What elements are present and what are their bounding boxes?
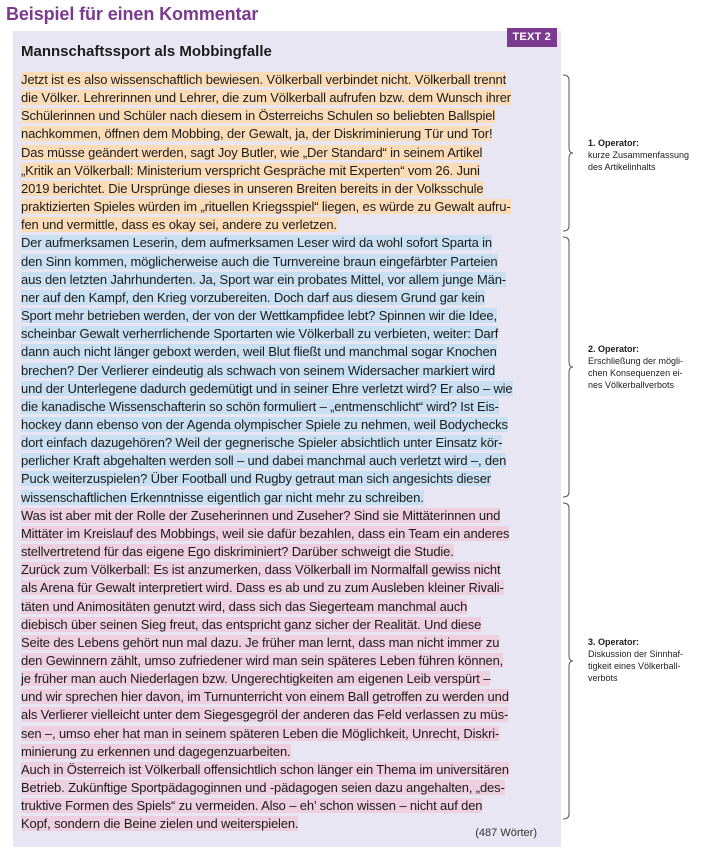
bracket-operator-2 [561,236,575,498]
bracket-operator-3 [561,502,575,820]
operator-3-title: 3. Operator: [588,637,640,647]
article-panel [13,31,561,847]
operator-2-desc: Erschließung der mögli- chen Konsequenzen ei- nes Völkerballverbots [588,356,684,390]
article-title: Mannschaftssport als Mobbingfalle [21,43,272,60]
paragraph-discussion-1: Was ist aber mit der Rolle der Zuseherinnen und Zuseher? Sind sie Mittäterinnen und Mittäter im Kreislauf des Mobbings, weil sie dafür bezahlen, dass ein Team ein anderes stellvertretend für das eigene Ego diskriminiert? Darüber schweigt die Studie. [21,507,510,560]
bracket-operator-1 [561,74,575,232]
operator-note-1 [588,137,700,173]
text-badge: TEXT 2 [507,28,558,47]
paragraph-summary: Jetzt ist es also wissenschaftlich bewiesen. Völkerball verbindet nicht. Völkerball trennt die Völker. Lehrerinnen und Lehrer, die zum Völkerball aufrufen bzw. dem Wunsch ihrer Schülerinnen und Schüler nach diesem in Österreichs Schulen so beliebten Ballspiel nachkommen, öffnen dem Mobbing, der Gewalt, ja, der Diskriminierung Tür und Tor! Das müsse geändert werden, sagt Joy Butler, wie „Der Standard“ in seinem Artikel „Kritik an Völkerball: Ministerium verspricht Gespräche mit Experten“ vom 26. Juni 2019 berichtet. Die Ursprünge dieses in unseren Breiten bereits in der Volksschule praktizierten Spieles würden im „rituellen Kriegsspiel“ liegen, es würde zu Gewalt aufru- fen und vermittle, dass es okay sei, andere zu verletzen. [21,72,511,233]
operator-note-3 [588,636,700,684]
page-heading: Beispiel für einen Kommentar [6,4,259,24]
operator-1-title: 1. Operator: [588,138,640,148]
operator-3-desc: Diskussion der Sinnhaf- tigkeit eines Völkerball- verbots [588,649,684,683]
operator-note-2 [588,343,700,391]
paragraph-consequences: Der aufmerksamen Leserin, dem aufmerksamen Leser wird da wohl sofort Sparta in den Sinn kommen, möglicherweise auch die Turnvereine braun eingefärbter Parteien aus den letzten Jahrhunderten. Ja, Sport war ein probates Mittel, vor allem junge Män- ner auf den Kampf, den Krieg vorzubereiten. Doch darf aus diesem Grund gar kein Sport mehr betrieben werden, der von der Wettkampfidee lebt? Spinnen wir die Idee, scheinbar Gewalt verherrlichende Sportarten wie Völkerball zu verbieten, weiter: Darf dann auch nicht länger geboxt werden, weil Blut fließt und manchmal sogar Knochen brechen? Der Verlierer eindeutig als schwach von seinem Widersacher markiert wird und der Unterlegene dadurch gedemütigt und in seiner Ehre verletzt wird? Er also – wie die kanadische Wissenschafterin so schön formuliert – „entmenschlicht“ wird? Ist Eis- hockey dann ebenso von der Agenda olympischer Spiele zu nehmen, weil Bodychecks dort einfach dazugehören? Weil der gegnerische Spieler absichtlich unter Einsatz kör- perlicher Kraft abgehalten werden soll – und dabei manchmal auch verletzt wird –, den Puck weiterzuspielen? Über Football und Rugby getraut man sich angesichts dieser wissenschaftlichen Erkenntnisse eigentlich gar nicht mehr zu schreiben. [21,235,513,505]
word-count: (487 Wörter) [475,827,537,839]
operator-1-desc: kurze Zusammenfassung des Artikelinhalts [588,150,690,172]
article-body [21,71,545,834]
paragraph-discussion-3: Auch in Österreich ist Völkerball offensichtlich schon länger ein Thema im universitären Betrieb. Zukünftige Sportpädagoginnen und -pädagogen seien dazu angehalten, „des- truktive Formen des Spiels“ zu vermeiden. Also – eh’ schon wissen – nicht auf den Kopf, sondern die Beine zielen und weiterspielen. [21,761,509,832]
operator-2-title: 2. Operator: [588,344,640,354]
paragraph-discussion-2: Zurück zum Völkerball: Es ist anzumerken, dass Völkerball im Normalfall gewiss nicht als Arena für Gewalt interpretiert wird. Dass es ab und zu zum Ausleben kleiner Rivali- täten und Animositäten genutzt wird, dass sich das Siegerteam manchmal auch diebisch über seinen Sieg freut, das entspricht ganz sicher der Realität. Und diese Seite des Lebens gehört nun mal dazu. Je früher man lernt, dass man nicht immer zu den Gewinnern zählt, umso zufriedener wird man sein späteres Leben führen können, je früher man auch Niederlagen bzw. Ungerechtigkeiten am eigenen Leib verspürt – und wir sprechen hier davon, im Turnunterricht von einem Ball getroffen zu werden und als Verlierer vielleicht unter dem Siegesgegröl der anderen das Feld verlassen zu müs- sen –, umso eher hat man in seinem späteren Leben die Möglichkeit, Unrecht, Diskri- minierung zu erkennen und dagegenzuarbeiten. [21,562,509,759]
